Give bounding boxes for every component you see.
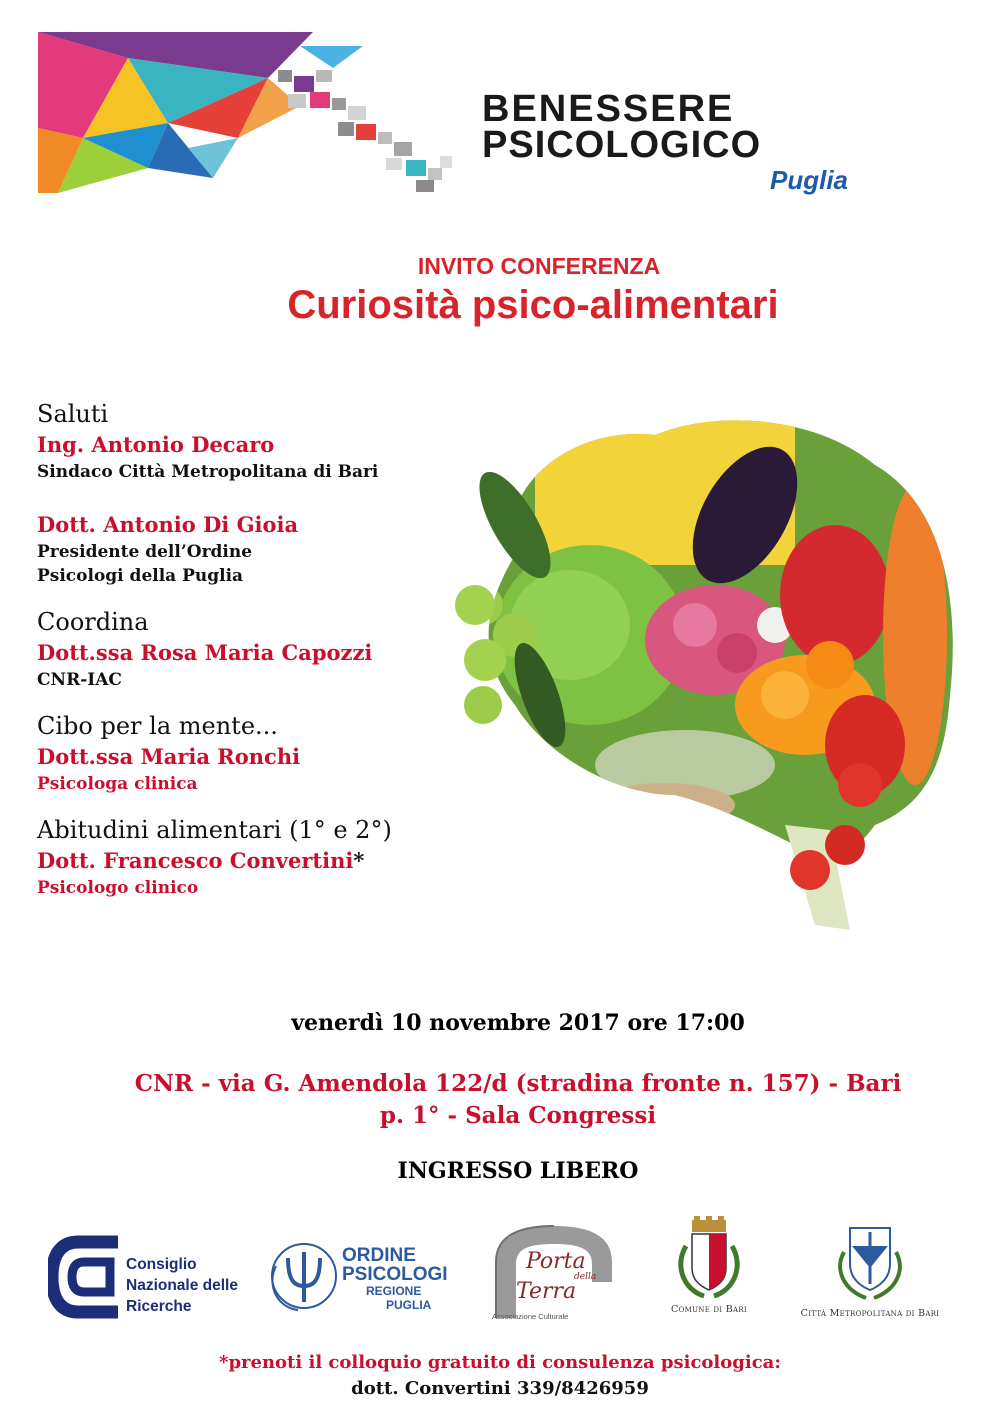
speaker-name: Dott. Francesco Convertini: [37, 848, 354, 873]
citta-metropolitana-logo: [786, 1224, 954, 1320]
event-address: CNR - via G. Amendola 122/d (stradina fronte n. 157) - Bari: [134, 1070, 902, 1097]
bari-coat-of-arms-icon: [664, 1216, 754, 1304]
porta-title-line: Porta: [526, 1249, 586, 1274]
porta-title-line: della: [574, 1272, 597, 1282]
metro-coat-of-arms-icon: [786, 1224, 954, 1304]
speaker-role: Presidente dell’Ordine: [37, 542, 253, 562]
cnr-name: [126, 1254, 246, 1317]
section-title: Saluti: [37, 400, 109, 428]
porta-title-line: Terra: [516, 1279, 577, 1304]
metro-name: Città Metropolitana di Bari: [800, 1308, 940, 1319]
program-section: [37, 510, 437, 588]
speaker-name: Ing. Antonio Decaro: [37, 432, 275, 457]
program-section: [37, 710, 437, 796]
conference-label: INVITO CONFERENZA: [417, 253, 661, 279]
brand-title-line2: PSICOLOGICO: [482, 124, 762, 166]
entry-notice: INGRESSO LIBERO: [397, 1158, 639, 1184]
ordine-psicologi-logo: [264, 1236, 454, 1316]
ordine-name-line: REGIONE: [366, 1284, 422, 1298]
asterisk-mark: *: [353, 848, 365, 873]
brand-region: Puglia: [770, 165, 849, 195]
cnr-logo: [48, 1232, 248, 1322]
porta-della-terra-logo: [488, 1222, 620, 1326]
cnr-emblem-icon: [48, 1232, 128, 1322]
brand-title-line1: BENESSERE: [482, 88, 735, 130]
speaker-name: Dott.ssa Maria Ronchi: [37, 744, 301, 769]
program-section: [37, 606, 437, 692]
footer-booking-note: *prenoti il colloquio gratuito di consulenza psicologica:: [219, 1352, 781, 1373]
program-list: [37, 398, 437, 918]
event-room: p. 1° - Sala Congressi: [379, 1102, 657, 1129]
speaker-name-row: [37, 846, 437, 876]
section-title: Coordina: [37, 608, 149, 636]
speaker-name: Dott. Antonio Di Gioia: [37, 512, 299, 537]
speaker-role: Sindaco Città Metropolitana di Bari: [37, 462, 379, 482]
speaker-role: Psicologa clinica: [37, 774, 198, 794]
comune-bari-logo: [664, 1216, 754, 1316]
ordine-name: [342, 1246, 448, 1312]
porta-subtitle: Associazione Culturale: [492, 1312, 569, 1321]
speaker-role: Psicologo clinico: [37, 878, 199, 898]
vegetable-brain-image: [455, 405, 960, 980]
event-date: venerdì 10 novembre 2017 ore 17:00: [291, 1010, 745, 1036]
ordine-name-line: PSICOLOGI: [342, 1264, 448, 1285]
section-title: Cibo per la mente...: [37, 712, 278, 740]
header-kite-graphic: [38, 28, 468, 198]
footer-contact: dott. Convertini 339/8426959: [351, 1378, 649, 1399]
program-section: [37, 398, 437, 484]
cnr-name-line: Ricerche: [126, 1298, 192, 1315]
speaker-role: CNR-IAC: [37, 670, 122, 690]
program-section: [37, 814, 437, 900]
comune-name: Comune di Bari: [671, 1304, 747, 1315]
speaker-name: Dott.ssa Rosa Maria Capozzi: [37, 640, 373, 665]
section-title: Abitudini alimentari (1° e 2°): [37, 816, 392, 844]
ordine-name-line: PUGLIA: [386, 1298, 432, 1312]
porta-title: [516, 1249, 597, 1304]
conference-title: Curiosità psico-alimentari: [287, 283, 779, 327]
speaker-role: Psicologi della Puglia: [37, 566, 244, 586]
cnr-name-line: Nazionale delle: [126, 1277, 238, 1294]
ordine-name-line: ORDINE: [342, 1245, 416, 1266]
psi-emblem-icon: [264, 1236, 344, 1316]
cnr-name-line: Consiglio: [126, 1256, 197, 1273]
